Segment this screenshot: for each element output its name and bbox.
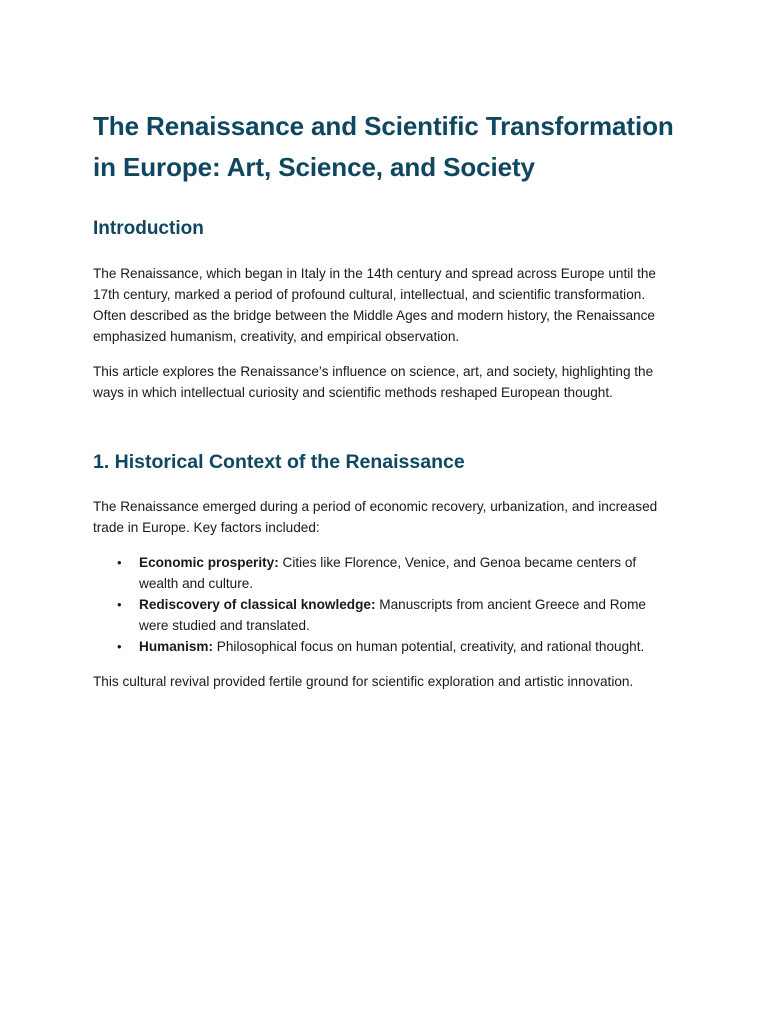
- list-item-text: Manuscripts from ancient Greece and Rome were studied and translated.: [139, 597, 646, 633]
- key-factors-list: [93, 552, 675, 657]
- bullet-icon: •: [117, 555, 122, 570]
- list-item-term: Humanism:: [139, 639, 214, 654]
- section-closing-paragraph: This cultural revival provided fertile ground for scientific exploration and artistic innovation.: [93, 674, 634, 689]
- list-item-humanism: [93, 636, 675, 657]
- section-lead-paragraph: The Renaissance emerged during a period of economic recovery, urbanization, and increased trade in Europe. Key factors included:: [93, 499, 658, 535]
- bullet-icon: •: [117, 597, 122, 612]
- document-title: The Renaissance and Scientific Transformation in Europe: Art, Science, and Society: [93, 111, 674, 182]
- document-page: [93, 106, 675, 692]
- list-item-economic-prosperity: [93, 552, 675, 594]
- section-heading-historical-context: 1. Historical Context of the Renaissance: [93, 451, 465, 473]
- intro-paragraph-2: This article explores the Renaissance’s influence on science, art, and society, highlighting the ways in which intellectual curiosity and scientific methods reshaped European thought.: [93, 364, 654, 400]
- list-item-text: Philosophical focus on human potential, creativity, and rational thought.: [213, 639, 645, 654]
- list-item-term: Economic prosperity:: [139, 555, 279, 570]
- bullet-icon: •: [117, 639, 122, 654]
- list-item-text: Cities like Florence, Venice, and Genoa became centers of wealth and culture.: [139, 555, 637, 591]
- list-item-term: Rediscovery of classical knowledge:: [139, 597, 376, 612]
- list-item-classical-knowledge: [93, 594, 675, 636]
- introduction-heading: Introduction: [93, 218, 204, 239]
- intro-paragraph-1: The Renaissance, which began in Italy in the 14th century and spread across Europe until the 17th century, marked a period of profound cultural, intellectual, and scientific transformation. Often described as the bridge between the Middle Ages and modern history, the Renaissance emphasized humanism, creativity, and empirical observation.: [93, 266, 656, 344]
